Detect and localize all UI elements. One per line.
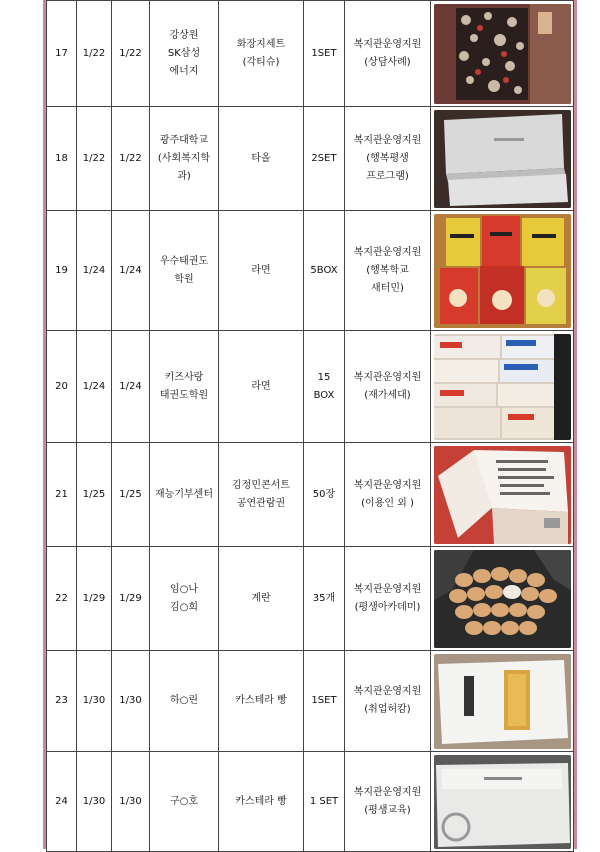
page-right-border: [574, 0, 577, 849]
quantity-cell: [304, 1, 345, 107]
table-row: [47, 211, 574, 331]
destination: 복지관운영지원 (평생아카데미): [353, 583, 422, 613]
concert-ticket-photo: [434, 446, 571, 544]
destination-cell: [345, 331, 431, 443]
row-number: 24: [47, 752, 77, 852]
table-row: [47, 1, 574, 107]
castella-gift-photo: [434, 755, 571, 849]
donor-cell: [150, 1, 219, 107]
delivered-date: 1/30: [112, 752, 150, 852]
destination: 복지관운영지원 (이용인 외 ): [353, 479, 422, 509]
donor-name: 우수태권도 학원: [159, 255, 209, 285]
destination: 복지관운영지원 (상담사례): [353, 38, 422, 68]
quantity: 15 BOX: [313, 371, 335, 401]
delivered-date: 1/22: [112, 1, 150, 107]
ramen-box-photo: [434, 214, 571, 328]
quantity-cell: [304, 211, 345, 331]
donor-cell: [150, 651, 219, 752]
table-row: [47, 651, 574, 752]
quantity: 35개: [312, 592, 336, 604]
quantity-cell: [304, 651, 345, 752]
destination: 복지관운영지원 (행복학교 새터민): [353, 246, 422, 294]
destination-cell: [345, 443, 431, 547]
ramen-stack-photo: [434, 334, 571, 440]
item-cell: [219, 752, 304, 852]
quantity: 1 SET: [309, 795, 339, 807]
photo-cell: [431, 107, 574, 211]
delivered-date: 1/22: [112, 107, 150, 211]
received-date: 1/22: [77, 107, 112, 211]
received-date: 1/24: [77, 331, 112, 443]
row-number: 18: [47, 107, 77, 211]
row-number: 20: [47, 331, 77, 443]
table-row: [47, 547, 574, 651]
table-row: [47, 443, 574, 547]
photo-cell: [431, 547, 574, 651]
destination: 복지관운영지원 (재가세대): [353, 371, 422, 401]
donor-name: 하○린: [169, 695, 199, 706]
item-cell: [219, 211, 304, 331]
item-name: 라면: [251, 380, 271, 392]
item-cell: [219, 443, 304, 547]
delivered-date: 1/24: [112, 211, 150, 331]
donor-name: 구○호: [169, 795, 199, 807]
delivered-date: 1/25: [112, 443, 150, 547]
towel-box-photo: [434, 110, 571, 208]
received-date: 1/30: [77, 651, 112, 752]
castella-box-photo: [434, 654, 571, 749]
gift-box-photo: [434, 4, 571, 104]
donor-name: 임○나 김○희: [169, 583, 199, 613]
quantity-cell: [304, 107, 345, 211]
donor-name: 재능기부센터: [155, 488, 213, 500]
item-cell: [219, 1, 304, 107]
received-date: 1/24: [77, 211, 112, 331]
received-date: 1/30: [77, 752, 112, 852]
quantity: 1SET: [311, 47, 337, 59]
donor-cell: [150, 107, 219, 211]
item-name: 라면: [251, 264, 271, 276]
item-cell: [219, 107, 304, 211]
table-row: [47, 752, 574, 852]
item-name: 카스테라 빵: [235, 795, 287, 807]
table-row: [47, 107, 574, 211]
destination: 복지관운영지원 (취업허캄): [353, 686, 422, 715]
quantity-cell: [304, 547, 345, 651]
table-row: [47, 331, 574, 443]
destination: 복지관운영지원 (평생교육): [353, 786, 422, 816]
quantity: 5BOX: [310, 264, 338, 276]
row-number: 17: [47, 1, 77, 107]
photo-cell: [431, 1, 574, 107]
destination-cell: [345, 1, 431, 107]
donor-cell: [150, 331, 219, 443]
donor-name: 광주대학교 (사회복지학 과): [157, 134, 211, 182]
item-name: 계란: [251, 592, 271, 604]
donor-name: 강상원 SK삼성 에너지: [167, 29, 201, 77]
item-cell: [219, 651, 304, 752]
destination-cell: [345, 547, 431, 651]
donor-cell: [150, 547, 219, 651]
quantity-cell: [304, 331, 345, 443]
donor-cell: [150, 211, 219, 331]
item-cell: [219, 331, 304, 443]
row-number: 19: [47, 211, 77, 331]
quantity: 1SET: [311, 695, 337, 706]
row-number: 23: [47, 651, 77, 752]
photo-cell: [431, 211, 574, 331]
destination-cell: [345, 651, 431, 752]
donation-table: [46, 0, 574, 852]
photo-cell: [431, 331, 574, 443]
quantity-cell: [304, 752, 345, 852]
photo-cell: [431, 443, 574, 547]
row-number: 21: [47, 443, 77, 547]
item-cell: [219, 547, 304, 651]
delivered-date: 1/30: [112, 651, 150, 752]
received-date: 1/22: [77, 1, 112, 107]
quantity: 50장: [312, 488, 336, 500]
delivered-date: 1/29: [112, 547, 150, 651]
donor-cell: [150, 443, 219, 547]
quantity-cell: [304, 443, 345, 547]
received-date: 1/29: [77, 547, 112, 651]
donor-name: 키즈사랑 태권도학원: [159, 371, 209, 401]
eggs-photo: [434, 550, 571, 648]
item-name: 화장지세트 (각티슈): [236, 38, 286, 68]
destination-cell: [345, 107, 431, 211]
item-name: 타올: [251, 152, 271, 164]
donor-cell: [150, 752, 219, 852]
received-date: 1/25: [77, 443, 112, 547]
destination-cell: [345, 211, 431, 331]
destination-cell: [345, 752, 431, 852]
delivered-date: 1/24: [112, 331, 150, 443]
row-number: 22: [47, 547, 77, 651]
photo-cell: [431, 651, 574, 752]
item-name: 카스테라 빵: [235, 695, 287, 706]
item-name: 김정민콘서트 공연관람권: [232, 479, 290, 509]
photo-cell: [431, 752, 574, 852]
quantity: 2SET: [311, 152, 337, 164]
destination: 복지관운영지원 (행복평생 프로그램): [353, 134, 422, 182]
